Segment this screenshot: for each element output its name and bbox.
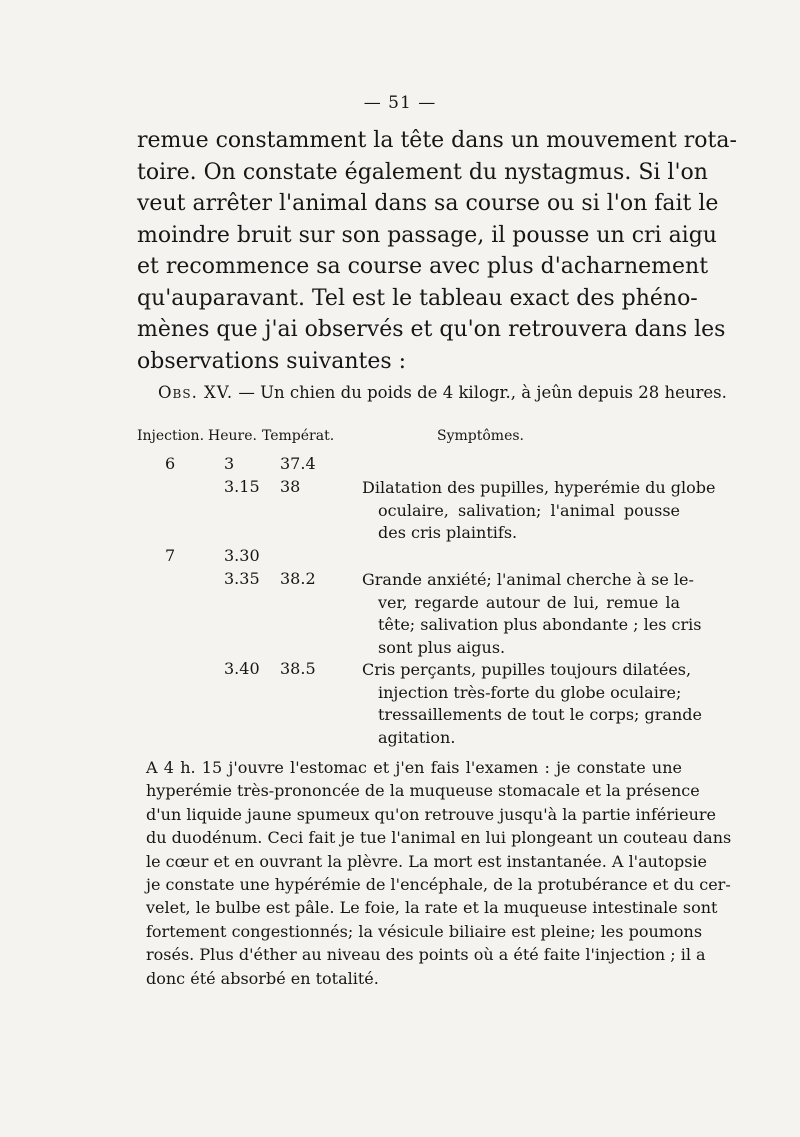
hour-cell: 3.40 <box>224 659 260 678</box>
symptom-line: Grande anxiété; l'animal cherche à se le- <box>362 570 694 589</box>
text-line: je constate une hypérémie de l'encéphale, de la protubérance et du cer- <box>146 875 731 895</box>
text-line: remue constamment la tête dans un mouvement rota- <box>137 128 737 153</box>
symptom-line: Cris perçants, pupilles toujours dilatées, <box>362 660 692 679</box>
observation-text: — Un chien du poids de 4 kilogr., à jeûn depuis 28 heures. <box>233 383 727 402</box>
symptom-line: sont plus aigus. <box>378 637 506 657</box>
temperature-cell: 38.2 <box>280 569 316 588</box>
text-line: qu'auparavant. Tel est le tableau exact des phéno- <box>137 285 698 311</box>
temperature-cell: 37.4 <box>280 454 316 473</box>
observation-heading <box>158 383 727 402</box>
injection-cell: 7 <box>165 546 176 565</box>
temperature-cell: 38.5 <box>280 659 316 678</box>
text-line: d'un liquide jaune spumeux qu'on retrouve jusqu'à la partie inférieure <box>146 804 716 824</box>
text-line: et recommence sa course avec plus d'acharnement <box>137 254 709 279</box>
header-heure: Heure. <box>208 428 257 444</box>
text-line: donc été absorbé en totalité. <box>146 968 379 988</box>
text-line: rosés. Plus d'éther au niveau des points où a été faite l'injection ; il a <box>146 945 706 965</box>
symptom-line: tressaillements de tout le corps; grande <box>378 705 702 724</box>
symptom-line: ver, regarde autour de lui, remue la <box>378 592 680 612</box>
observation-label: Obs. XV. <box>158 383 234 402</box>
symptoms-cell <box>362 477 716 545</box>
text-line: observations suivantes : <box>137 348 407 374</box>
header-temperat: Températ. <box>262 428 335 444</box>
page-number: — 51 — <box>363 93 437 113</box>
symptom-line: oculaire, salivation; l'animal pousse <box>378 500 680 520</box>
text-line: A 4 h. 15 j'ouvre l'estomac et j'en fais l'examen : je constate une <box>146 758 682 777</box>
text-line: le cœur et en ouvrant la plèvre. La mort est instantanée. A l'autopsie <box>146 851 708 871</box>
text-line: du duodénum. Ceci fait je tue l'animal en lui plongeant un couteau dans <box>146 828 732 848</box>
header-injection: Injection. <box>137 428 205 444</box>
text-line: hyperémie très-prononcée de la muqueuse stomacale et la présence <box>146 781 700 801</box>
injection-cell: 6 <box>165 454 176 473</box>
text-line: mènes que j'ai observés et qu'on retrouvera dans les <box>137 317 726 342</box>
closing-paragraph <box>146 756 732 990</box>
intro-paragraph <box>137 125 737 377</box>
hour-cell: 3 <box>224 454 235 473</box>
symptoms-cell <box>362 659 702 749</box>
text-line: veut arrêter l'animal dans sa course ou si l'on fait le <box>137 191 719 216</box>
hour-cell: 3.15 <box>224 477 260 496</box>
hour-cell: 3.35 <box>224 569 260 588</box>
symptom-line: agitation. <box>378 727 456 747</box>
symptom-line: Dilatation des pupilles, hyperémie du globe <box>362 478 716 497</box>
text-line: fortement congestionnés; la vésicule biliaire est pleine; les poumons <box>146 921 703 941</box>
symptom-line: injection très-forte du globe oculaire; <box>378 682 682 702</box>
text-line: moindre bruit sur son passage, il pousse un cri aigu <box>137 222 717 248</box>
text-line: toire. On constate également du nystagmus. Si l'on <box>137 159 708 185</box>
temperature-cell: 38 <box>280 477 301 496</box>
symptoms-cell <box>362 569 702 659</box>
symptom-line: des cris plaintifs. <box>378 523 518 542</box>
hour-cell: 3.30 <box>224 546 260 565</box>
text-line: velet, le bulbe est pâle. Le foie, la rate et la muqueuse intestinale sont <box>146 898 718 918</box>
header-symptomes: Symptômes. <box>437 428 524 444</box>
symptom-line: tête; salivation plus abondante ; les cris <box>378 615 702 634</box>
